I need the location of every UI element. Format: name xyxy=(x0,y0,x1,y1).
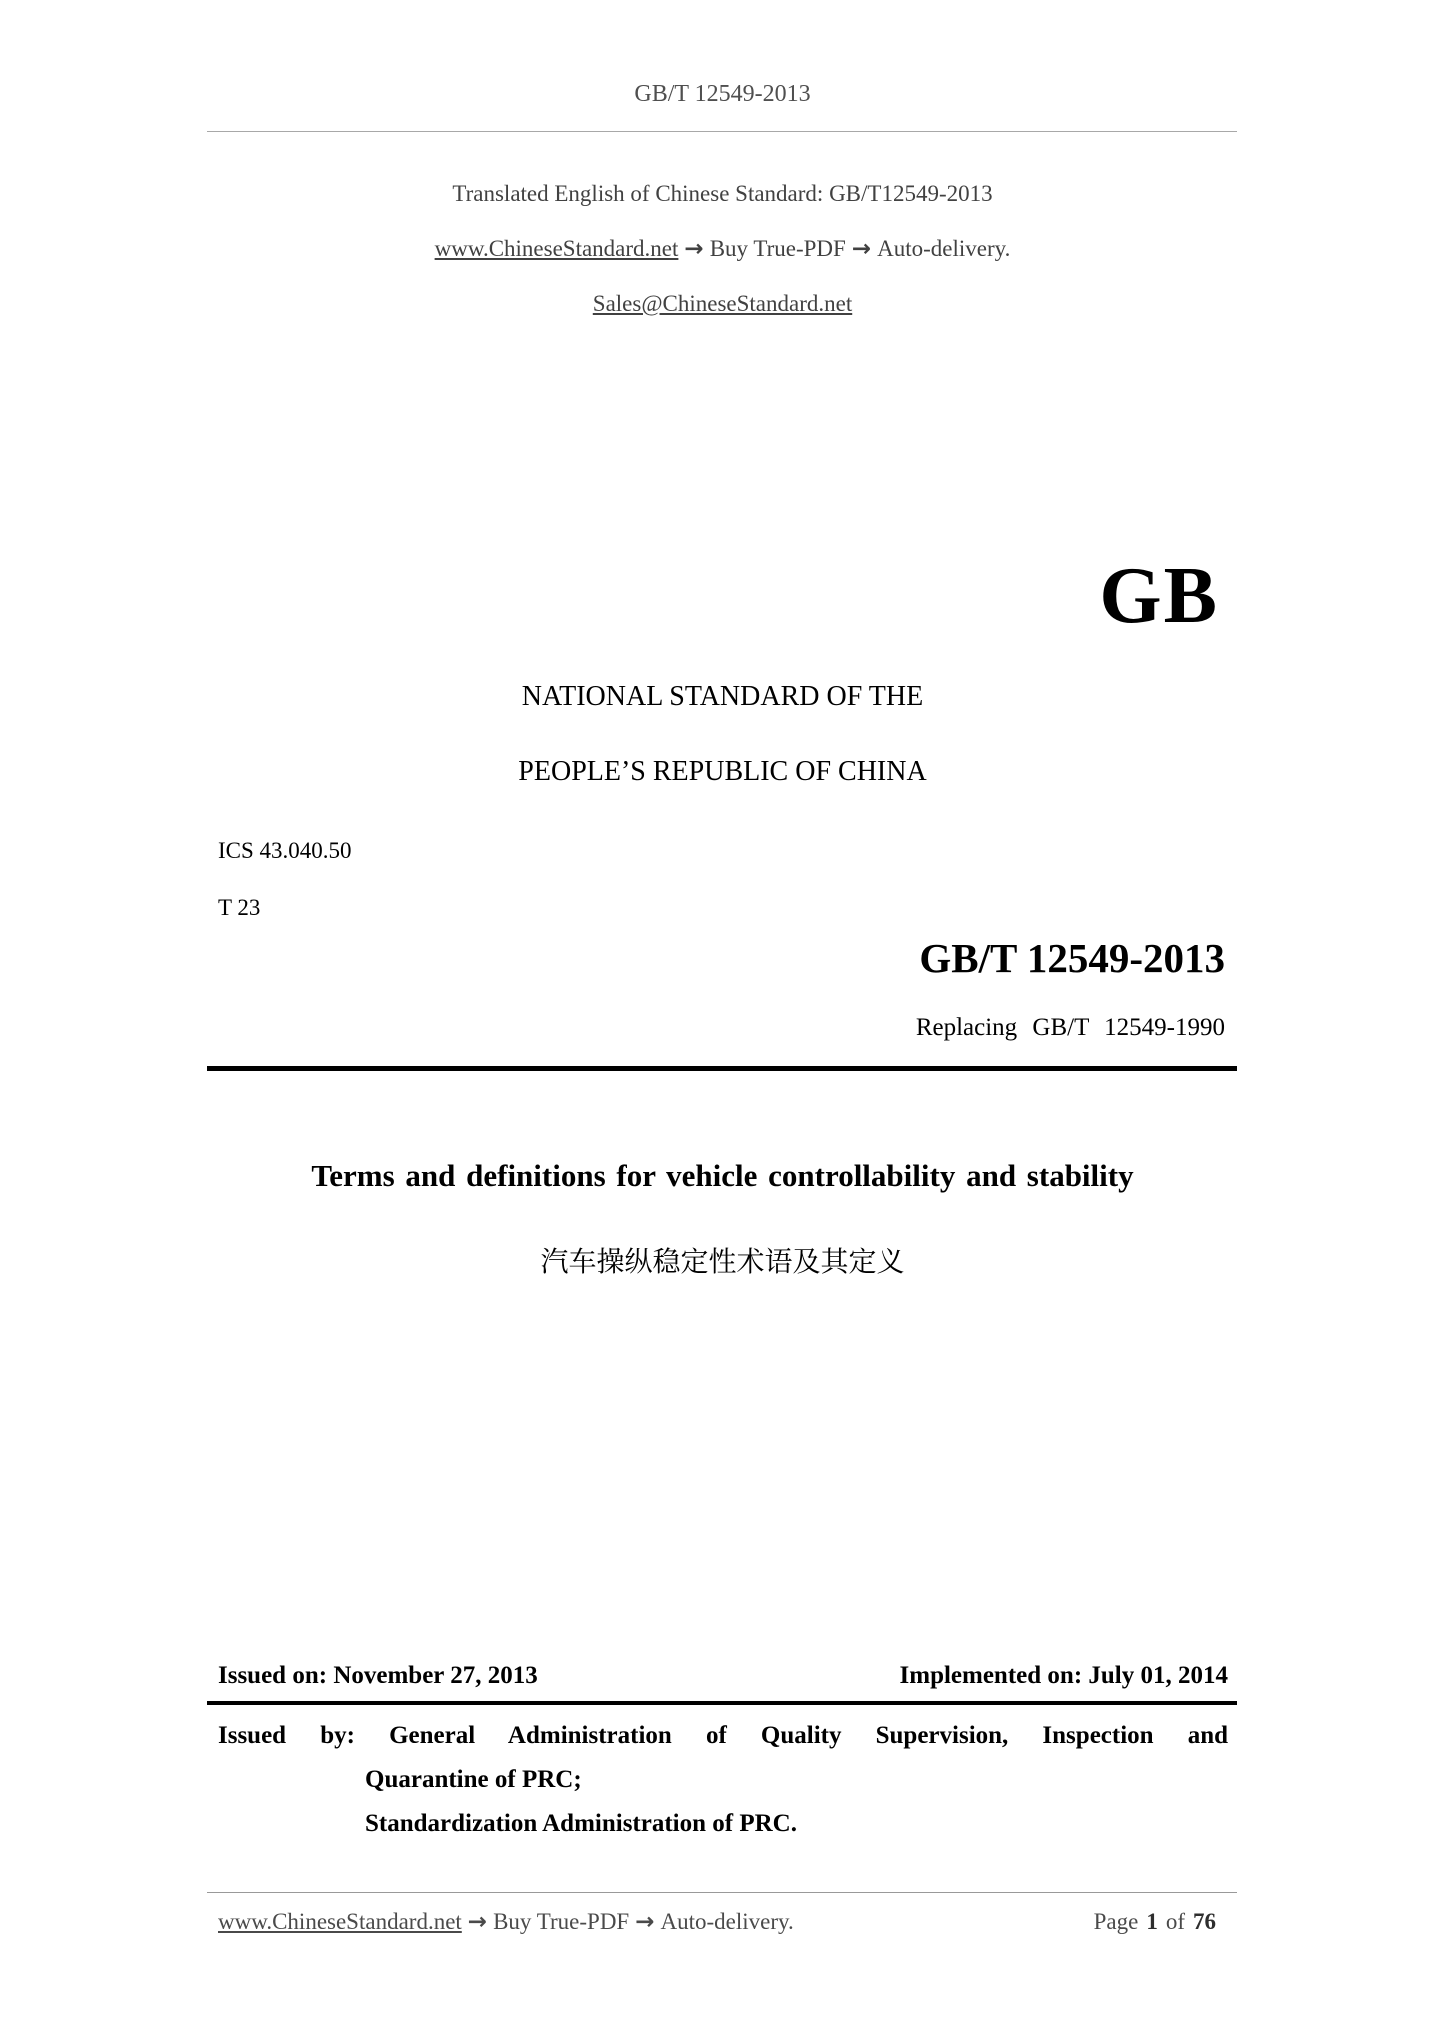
page-current: 1 xyxy=(1146,1909,1158,1934)
page-indicator xyxy=(1090,1908,1220,1936)
designation-divider xyxy=(207,1066,1237,1071)
t-classification-code: T 23 xyxy=(218,895,261,920)
sales-email-link[interactable]: Sales@ChineseStandard.net xyxy=(592,291,853,316)
standard-title-chinese: 汽车操纵稳定性术语及其定义 xyxy=(540,1247,905,1278)
page-of-label: of xyxy=(1165,1909,1185,1934)
vendor-line xyxy=(0,235,1445,264)
issued-by-line1 xyxy=(210,1722,1230,1750)
right-arrow-icon: → xyxy=(467,1909,488,1935)
right-arrow-icon: → xyxy=(635,1909,655,1935)
issued-on-date: Issued on: November 27, 2013 xyxy=(218,1662,538,1689)
footer-site-link[interactable]: www.ChineseStandard.net xyxy=(218,1909,462,1934)
page-total: 76 xyxy=(1193,1909,1216,1934)
footer-row xyxy=(210,1908,1230,1937)
running-header-doc-number: GB/T 12549-2013 xyxy=(634,81,811,107)
ics-code: ICS 43.040.50 xyxy=(218,838,352,863)
translated-standard-line: Translated English of Chinese Standard: GB/T12549-2013 xyxy=(452,181,993,206)
replacing-note: Replacing GB/T 12549-1990 xyxy=(915,1014,1225,1041)
right-arrow-icon: → xyxy=(851,236,872,262)
footer-buy-true-pdf-text: Buy True-PDF xyxy=(493,1909,630,1934)
standard-heading-line2: PEOPLE’S REPUBLIC OF CHINA xyxy=(518,756,927,787)
footer-auto-delivery-text: Auto-delivery. xyxy=(660,1909,794,1934)
header-divider xyxy=(207,131,1237,132)
dates-row xyxy=(210,1662,1230,1690)
page-label: Page xyxy=(1093,1909,1139,1934)
standard-heading-line1: NATIONAL STANDARD OF THE xyxy=(521,681,924,712)
standard-title-english: Terms and definitions for vehicle controllability and stability xyxy=(311,1158,1134,1193)
dates-divider xyxy=(207,1701,1237,1705)
issued-by-line3: Standardization Administration of PRC. xyxy=(365,1810,797,1837)
issued-by-line2: Quarantine of PRC; xyxy=(365,1766,582,1793)
issuing-body-1: General Administration of Quality Supervision, Inspection and xyxy=(389,1722,1228,1749)
sales-email-line xyxy=(0,290,1445,318)
issued-by-label: Issued by: xyxy=(218,1722,355,1749)
site-link[interactable]: www.ChineseStandard.net xyxy=(434,236,679,261)
implemented-on-date: Implemented on: July 01, 2014 xyxy=(899,1662,1228,1689)
footer-divider xyxy=(207,1892,1237,1893)
buy-true-pdf-text: Buy True-PDF xyxy=(709,236,846,261)
auto-delivery-text: Auto-delivery. xyxy=(877,236,1011,261)
gb-emblem: GB xyxy=(1099,552,1219,640)
footer-vendor-line xyxy=(218,1908,794,1937)
right-arrow-icon: → xyxy=(684,236,704,262)
standard-number: GB/T 12549-2013 xyxy=(919,935,1225,981)
